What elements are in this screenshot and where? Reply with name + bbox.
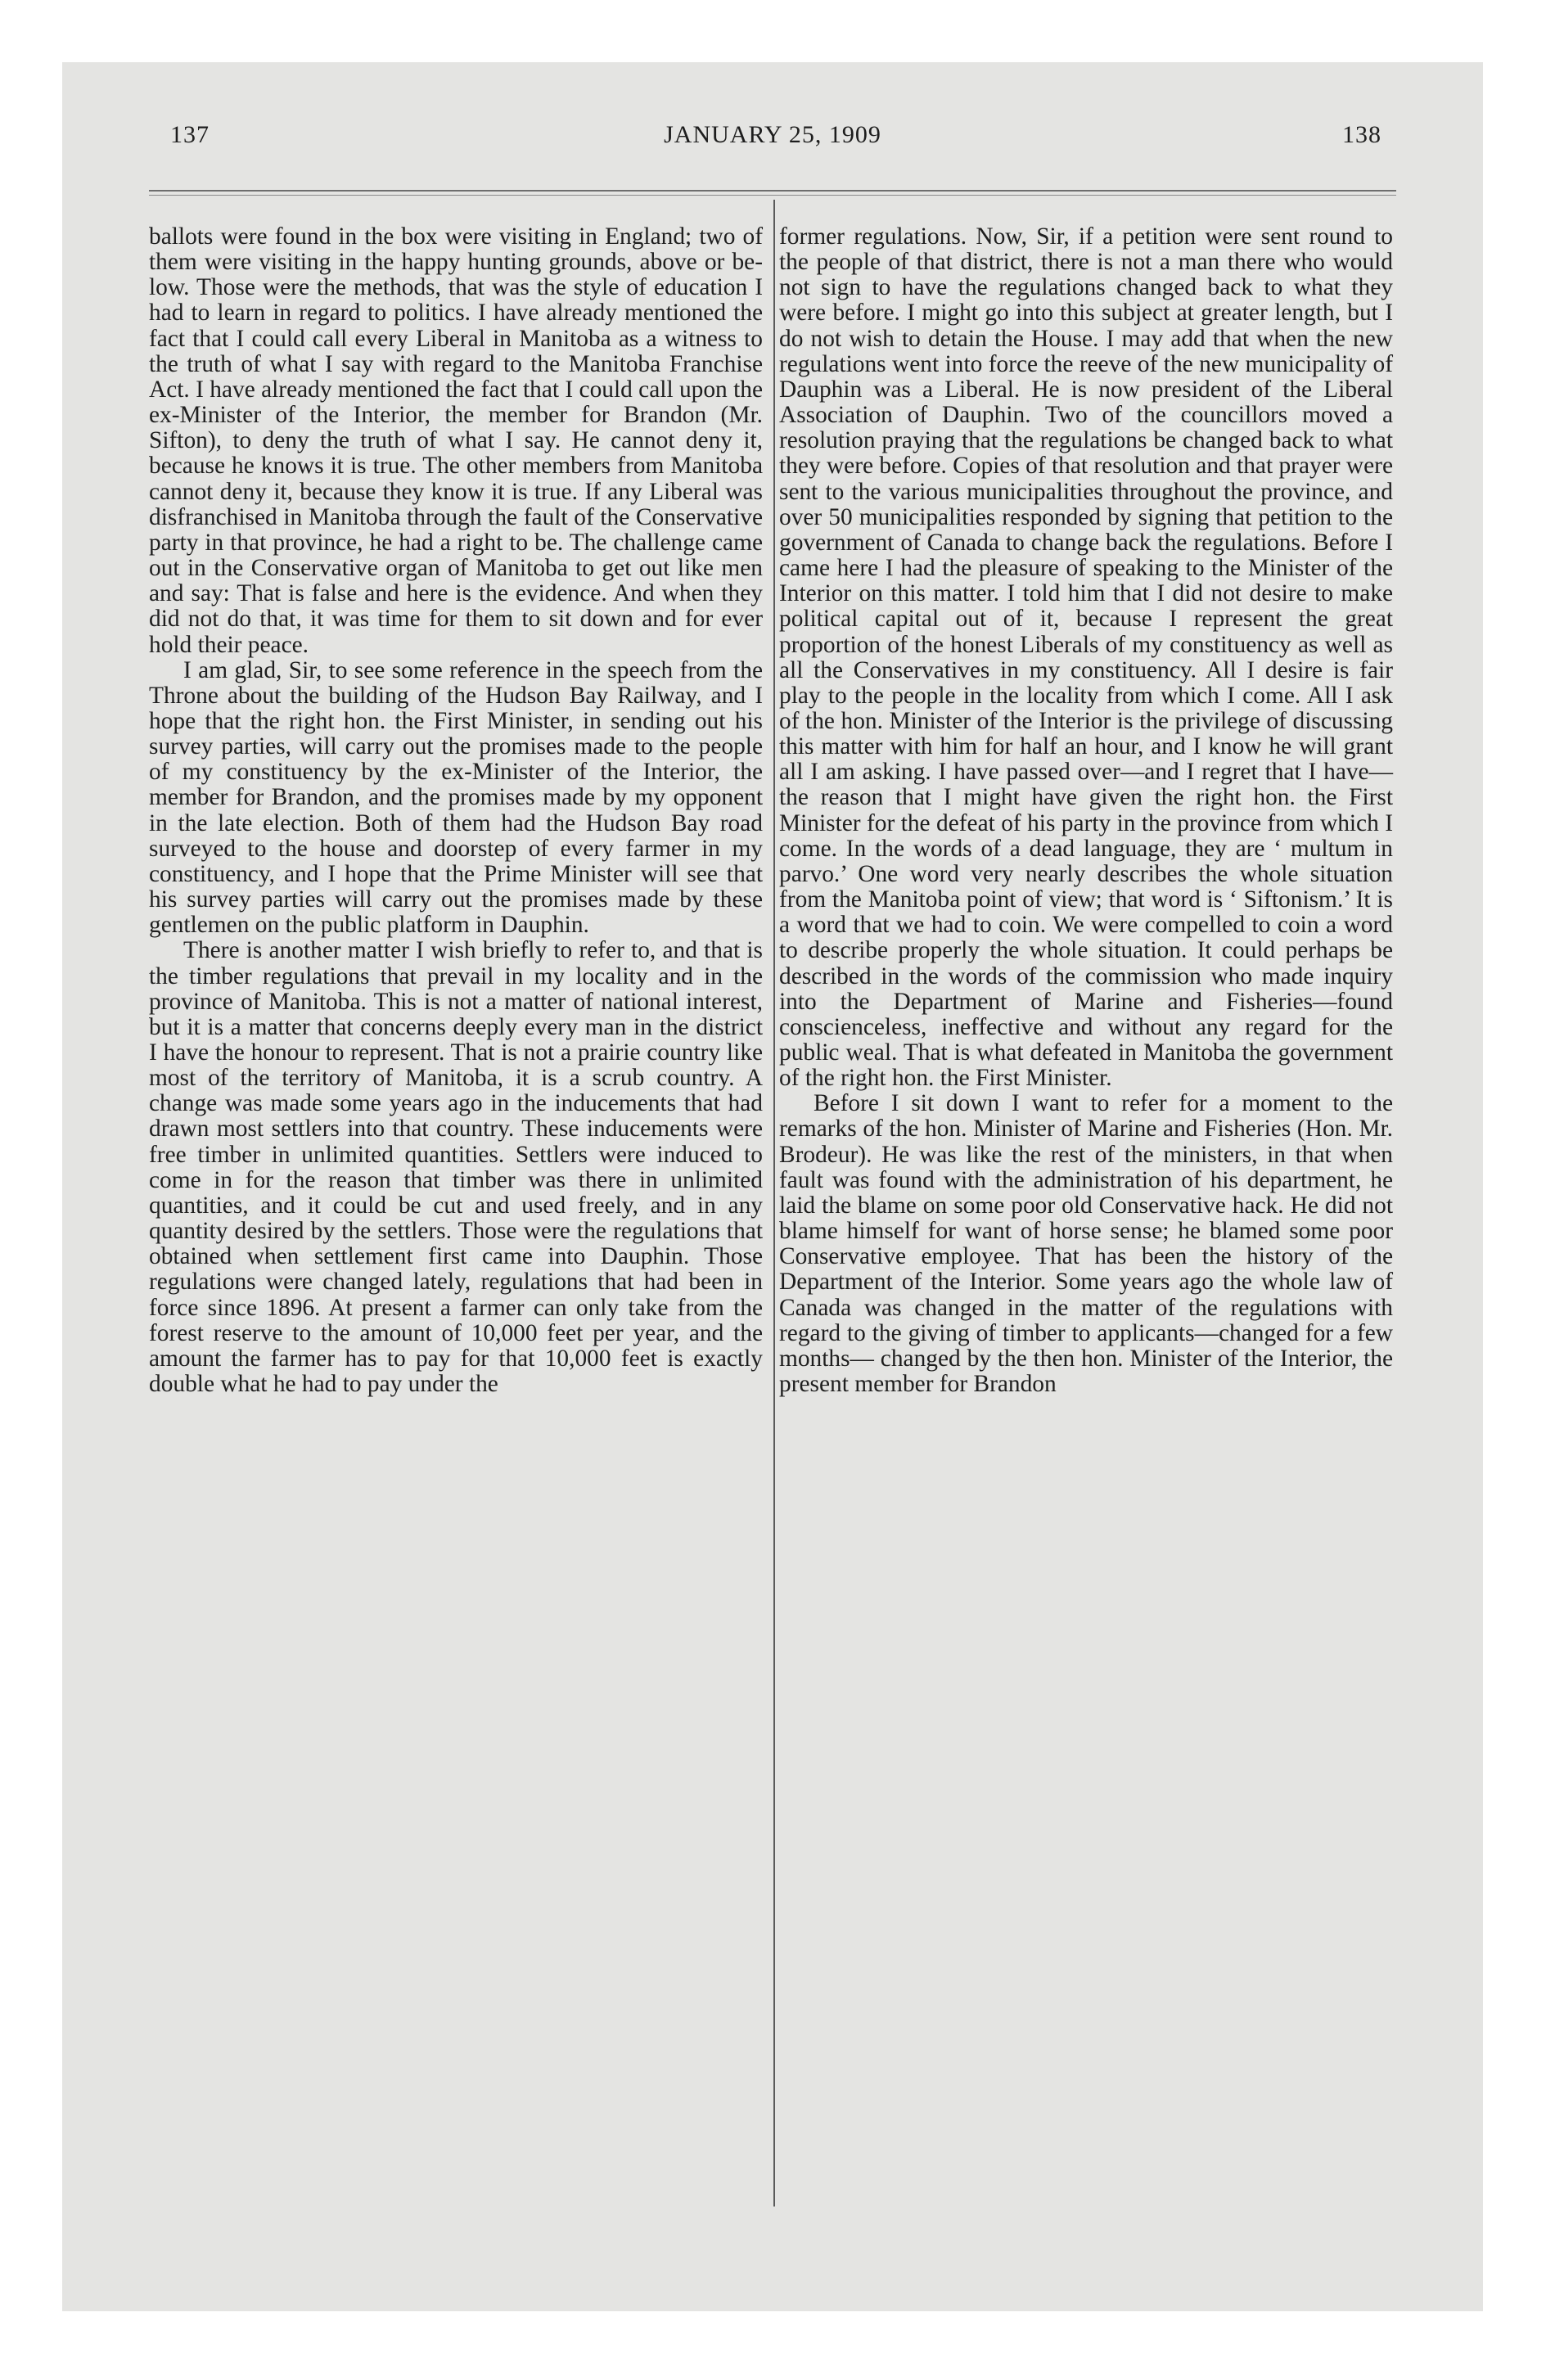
- left-paragraph-1: ballots were found in the box were visiting in England; two of them were visiting in the happy hunting grounds, above or below. Those were the methods, that was the style of education I had to learn in regard to politics. I have already mentioned the fact that I could call every Liberal in Manitoba as a witness to the truth of what I say with regard to the Manitoba Franchise Act. I have already mentioned the fact that I could call upon the ex-Minister of the Interior, the member for Brandon (Mr. Sifton), to deny the truth of what I say. He cannot deny it, because he knows it is true. The other members from Manitoba cannot deny it, because they know it is true. If any Liberal was disfranchised in Manitoba through the fault of the Conservative party in that province, he had a right to be. The challenge came out in the Conservative organ of Manitoba to get out like men and say: That is false and here is the evidence. And when they did not do that, it was time for them to sit down and for ever hold their peace.: [149, 223, 763, 658]
- right-page-number: 138: [1342, 121, 1381, 148]
- left-paragraph-3: There is another matter I wish briefly to refer to, and that is the timber regulations that prevail in my locality and in the province of Manitoba. This is not a matter of national interest, but it is a matter that concerns deeply every man in the district I have the honour to represent. That is not a prairie country like most of the territory of Manitoba, it is a scrub country. A change was made some years ago in the inducements that had drawn most settlers into that country. These inducements were free timber in unlimited quantities. Settlers were induced to come in for the reason that timber was there in unlimited quantities, and it could be cut and used freely, and in any quantity desired by the settlers. Those were the regulations that obtained when settlement first came into Dauphin. Those regulations were changed lately, regulations that had been in force since 1896. At present a farmer can only take from the forest reserve to the amount of 10,000 feet per year, and the amount the farmer has to pay for that 10,000 feet is exactly double what he had to pay under the: [149, 937, 763, 1398]
- scanned-page-background: [62, 62, 1483, 2311]
- column-divider: [773, 200, 775, 2206]
- left-paragraph-2: I am glad, Sir, to see some reference in the speech from the Throne about the building of the Hudson Bay Railway, and I hope that the right hon. the First Minister, in sending out his survey parties, will carry out the promises made to the people of my constituency by the ex-Minister of the Interior, the member for Brandon, and the promises made by my opponent in the late election. Both of them had the Hudson Bay road surveyed to the house and doorstep of every farmer in my constituency, and I hope that the Prime Minister will see that his survey parties will carry out the promises made by these gentlemen on the public platform in Dauphin.: [149, 656, 763, 939]
- running-header: [62, 121, 1483, 157]
- hansard-page: [62, 62, 1483, 2311]
- right-paragraph-2: Before I sit down I want to refer for a moment to the remarks of the hon. Minister of Marine and Fisheries (Hon. Mr. Brodeur). He was like the rest of the ministers, in that when fault was found with the administration of his department, he laid the blame on some poor old Conservative hack. He did not blame himself for want of horse sense; he blamed some poor Conservative employee. That has been the history of the Department of the Interior. Some years ago the whole law of Canada was changed in the matter of the regulations with regard to the giving of timber to applicants—changed for a few months— changed by the then hon. Minister of the Interior, the present member for Brandon: [779, 1090, 1393, 1398]
- header-rule: [149, 190, 1396, 192]
- left-column: [149, 224, 763, 1397]
- right-paragraph-1: former regulations. Now, Sir, if a petition were sent round to the people of that district, there is not a man there who would not sign to have the regulations changed back to what they were before. I might go into this subject at greater length, but I do not wish to detain the House. I may add that when the new regulations went into force the reeve of the new municipality of Dauphin was a Liberal. He is now president of the Liberal Association of Dauphin. Two of the councillors moved a resolution praying that the regulations be changed back to what they were before. Copies of that resolution and that prayer were sent to the various municipalities throughout the province, and over 50 municipalities responded by signing that petition to the government of Canada to change back the regulations. Before I came here I had the pleasure of speaking to the Minister of the Interior on this matter. I told him that I did not desire to make political capital out of it, because I represent the great proportion of the honest Liberals of my constituency as well as all the Conservatives in my constituency. All I desire is fair play to the people in the locality from which I come. All I ask of the hon. Minister of the Interior is the privilege of discussing this matter with him for half an hour, and I know he will grant all I am asking. I have passed over—and I regret that I have— the reason that I might have given the right hon. the First Minister for the defeat of his party in the province from which I come. In the words of a dead language, they are ‘ multum in parvo.’ One word very nearly describes the whole situation from the Manitoba point of view; that word is ‘ Siftonism.’ It is a word that we had to coin. We were compelled to coin a word to describe properly the whole situation. It could perhaps be described in the words of the commission who made inquiry into the Department of Marine and Fisheries—found conscienceless, ineffective and without any regard for the public weal. That is what defeated in Manitoba the government of the right hon. the First Minister.: [779, 223, 1393, 1092]
- header-date: JANUARY 25, 1909: [664, 121, 881, 148]
- right-column: [779, 224, 1393, 1397]
- left-page-number: 137: [170, 121, 210, 148]
